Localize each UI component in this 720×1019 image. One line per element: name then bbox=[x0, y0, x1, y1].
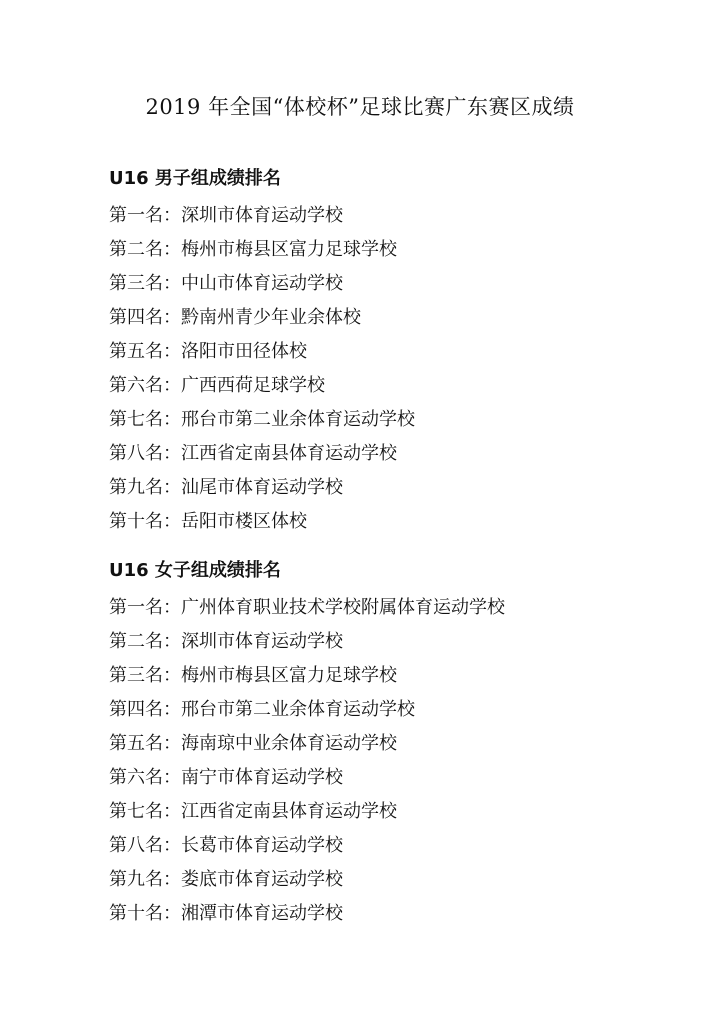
school-name: 岳阳市楼区体校 bbox=[181, 511, 307, 532]
rank-label: 第六名 bbox=[109, 375, 163, 396]
school-name: 娄底市体育运动学校 bbox=[181, 869, 343, 890]
school-name: 长葛市体育运动学校 bbox=[181, 835, 343, 856]
rank-separator: ： bbox=[163, 767, 181, 788]
rank-label: 第三名 bbox=[109, 273, 163, 294]
section-heading: U16 女子组成绩排名 bbox=[109, 560, 281, 581]
school-name: 广西西荷足球学校 bbox=[181, 375, 325, 396]
section-heading: U16 男子组成绩排名 bbox=[109, 168, 281, 189]
rank-label: 第二名 bbox=[109, 631, 163, 652]
rank-label: 第五名 bbox=[109, 733, 163, 754]
rank-separator: ： bbox=[163, 699, 181, 720]
rank-item bbox=[109, 863, 669, 897]
school-name: 汕尾市体育运动学校 bbox=[181, 477, 343, 498]
rank-item bbox=[109, 335, 669, 369]
rank-item bbox=[109, 233, 669, 267]
rank-item bbox=[109, 625, 669, 659]
school-name: 广州体育职业技术学校附属体育运动学校 bbox=[181, 597, 505, 618]
rank-separator: ： bbox=[163, 733, 181, 754]
rank-list bbox=[109, 199, 669, 539]
rank-separator: ： bbox=[163, 869, 181, 890]
rank-item bbox=[109, 267, 669, 301]
rank-separator: ： bbox=[163, 477, 181, 498]
school-name: 湘潭市体育运动学校 bbox=[181, 903, 343, 924]
school-name: 江西省定南县体育运动学校 bbox=[181, 443, 397, 464]
rank-label: 第四名 bbox=[109, 307, 163, 328]
school-name: 洛阳市田径体校 bbox=[181, 341, 307, 362]
rank-item bbox=[109, 795, 669, 829]
rank-label: 第一名 bbox=[109, 205, 163, 226]
rank-separator: ： bbox=[163, 443, 181, 464]
rank-item bbox=[109, 505, 669, 539]
school-name: 南宁市体育运动学校 bbox=[181, 767, 343, 788]
school-name: 深圳市体育运动学校 bbox=[181, 205, 343, 226]
rank-separator: ： bbox=[163, 835, 181, 856]
rank-separator: ： bbox=[163, 597, 181, 618]
section-u16-boys bbox=[109, 165, 669, 539]
rank-label: 第四名 bbox=[109, 699, 163, 720]
rank-item bbox=[109, 591, 669, 625]
rank-label: 第九名 bbox=[109, 869, 163, 890]
school-name: 邢台市第二业余体育运动学校 bbox=[181, 409, 415, 430]
rank-separator: ： bbox=[163, 511, 181, 532]
section-u16-girls bbox=[109, 557, 669, 931]
school-name: 中山市体育运动学校 bbox=[181, 273, 343, 294]
rank-separator: ： bbox=[163, 239, 181, 260]
rank-separator: ： bbox=[163, 903, 181, 924]
rank-separator: ： bbox=[163, 375, 181, 396]
rank-item bbox=[109, 829, 669, 863]
rank-label: 第三名 bbox=[109, 665, 163, 686]
rank-separator: ： bbox=[163, 273, 181, 294]
rank-label: 第六名 bbox=[109, 767, 163, 788]
rank-item bbox=[109, 199, 669, 233]
rank-label: 第九名 bbox=[109, 477, 163, 498]
rank-label: 第七名 bbox=[109, 409, 163, 430]
rank-label: 第一名 bbox=[109, 597, 163, 618]
rank-label: 第十名 bbox=[109, 511, 163, 532]
rank-separator: ： bbox=[163, 631, 181, 652]
rank-label: 第七名 bbox=[109, 801, 163, 822]
rank-item bbox=[109, 301, 669, 335]
rank-item bbox=[109, 403, 669, 437]
rank-item bbox=[109, 897, 669, 931]
school-name: 梅州市梅县区富力足球学校 bbox=[181, 239, 397, 260]
school-name: 邢台市第二业余体育运动学校 bbox=[181, 699, 415, 720]
document-title: 2019 年全国“体校杯”足球比赛广东赛区成绩 bbox=[145, 95, 575, 119]
school-name: 海南琼中业余体育运动学校 bbox=[181, 733, 397, 754]
rank-item bbox=[109, 437, 669, 471]
school-name: 黔南州青少年业余体校 bbox=[181, 307, 361, 328]
rank-separator: ： bbox=[163, 341, 181, 362]
school-name: 深圳市体育运动学校 bbox=[181, 631, 343, 652]
rank-item bbox=[109, 727, 669, 761]
school-name: 梅州市梅县区富力足球学校 bbox=[181, 665, 397, 686]
rank-item bbox=[109, 693, 669, 727]
rank-separator: ： bbox=[163, 801, 181, 822]
rank-item bbox=[109, 659, 669, 693]
rank-item bbox=[109, 761, 669, 795]
rank-separator: ： bbox=[163, 205, 181, 226]
rank-item bbox=[109, 369, 669, 403]
rank-item bbox=[109, 471, 669, 505]
rank-separator: ： bbox=[163, 307, 181, 328]
rank-label: 第五名 bbox=[109, 341, 163, 362]
rank-label: 第二名 bbox=[109, 239, 163, 260]
rank-label: 第八名 bbox=[109, 443, 163, 464]
school-name: 江西省定南县体育运动学校 bbox=[181, 801, 397, 822]
rank-label: 第八名 bbox=[109, 835, 163, 856]
rank-separator: ： bbox=[163, 409, 181, 430]
rank-label: 第十名 bbox=[109, 903, 163, 924]
rank-separator: ： bbox=[163, 665, 181, 686]
rank-list bbox=[109, 591, 669, 931]
